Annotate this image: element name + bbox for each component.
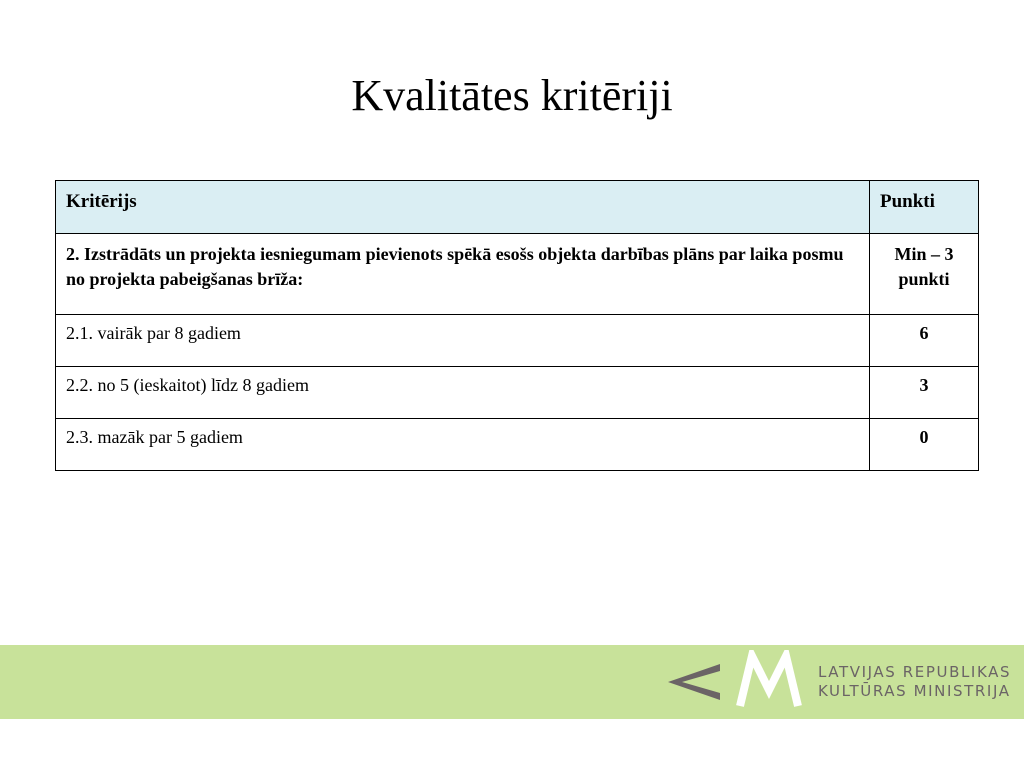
logo-line-2: KULTŪRAS MINISTRIJA	[818, 682, 1011, 700]
ministry-m-logo-icon	[736, 650, 802, 712]
table-row	[56, 315, 979, 367]
logo-line-1: LATVIJAS REPUBLIKAS	[818, 663, 1012, 681]
table-row	[56, 367, 979, 419]
header-points: Punkti	[870, 181, 979, 234]
points-cell: 0	[870, 419, 979, 471]
criteria-table	[55, 180, 979, 471]
header-criterion: Kritērijs	[56, 181, 870, 234]
points-cell: 6	[870, 315, 979, 367]
points-cell: 3	[870, 367, 979, 419]
intro-points-cell: Min – 3 punkti	[870, 234, 979, 315]
criterion-cell: 2.3. mazāk par 5 gadiem	[56, 419, 870, 471]
table-header-row	[56, 181, 979, 234]
ministry-logo-text	[818, 663, 1011, 701]
table-row	[56, 419, 979, 471]
table-row-intro	[56, 234, 979, 315]
criterion-cell: 2.2. no 5 (ieskaitot) līdz 8 gadiem	[56, 367, 870, 419]
criterion-cell: 2.1. vairāk par 8 gadiem	[56, 315, 870, 367]
chevron-left-icon	[668, 662, 720, 702]
slide-title: Kvalitātes kritēriji	[351, 71, 673, 120]
intro-criterion-cell: 2. Izstrādāts un projekta iesniegumam pievienots spēkā esošs objekta darbības plāns par laika posmu no projekta pabeigšanas brīža:	[56, 234, 870, 315]
